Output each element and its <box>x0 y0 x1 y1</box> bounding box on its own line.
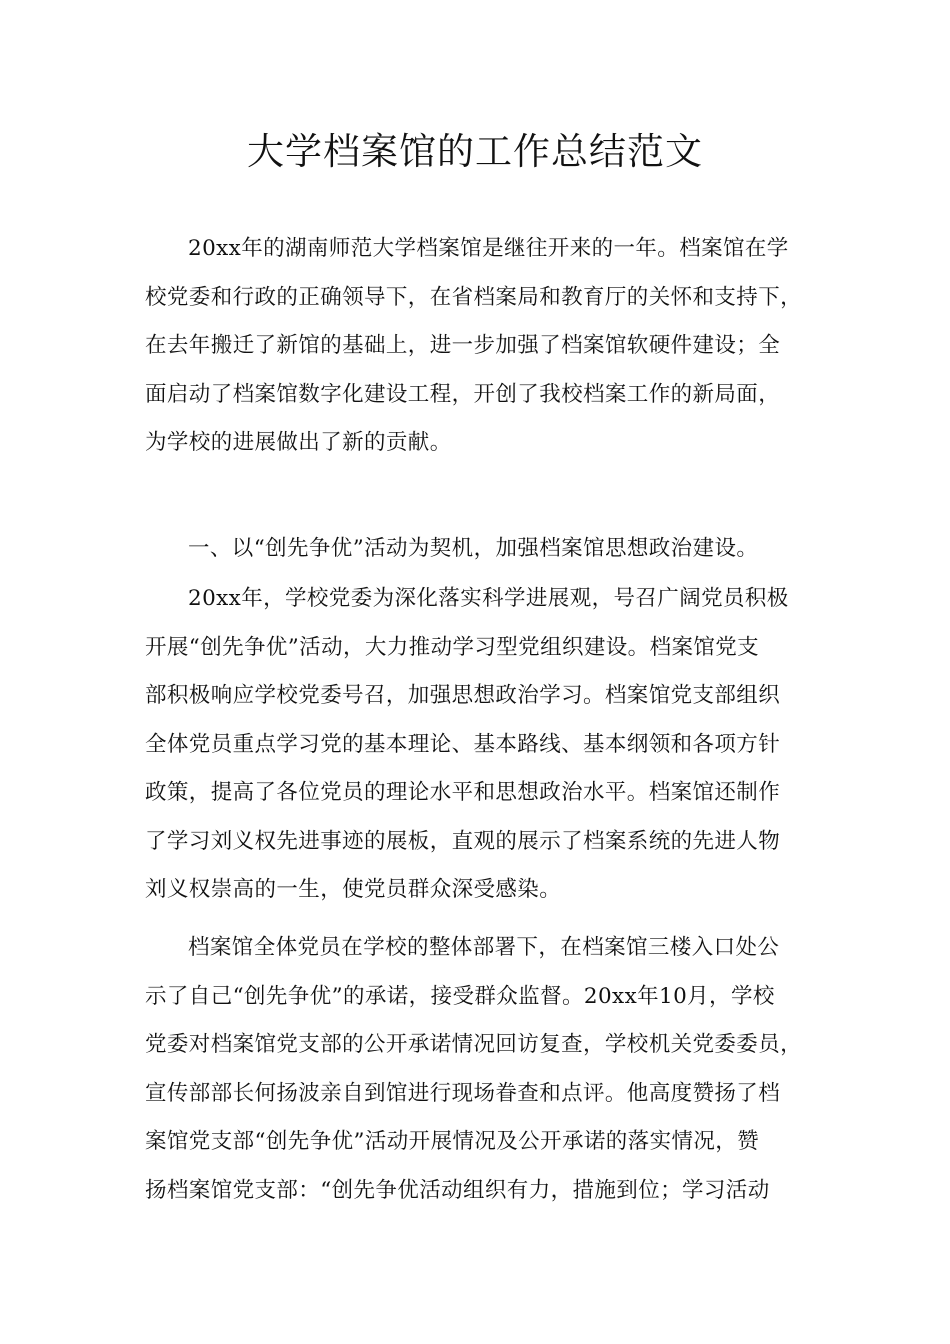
paragraph-line: 20xx年的湖南师范大学档案馆是继往开来的一年。档案馆在学 <box>188 236 789 261</box>
paragraph-line: 刘义权崇高的一生，使党员群众深受感染。 <box>145 877 562 902</box>
paragraph-line: 政策，提高了各位党员的理论水平和思想政治水平。档案馆还制作 <box>145 780 781 805</box>
paragraph-line: 扬档案馆党支部：“创先争优活动组织有力，措施到位；学习活动 <box>145 1177 770 1203</box>
paragraph-line: 全体党员重点学习党的基本理论、基本路线、基本纲领和各项方针 <box>145 731 781 757</box>
paragraph-line: 开展“创先争优”活动，大力推动学习型党组织建设。档案馆党支 <box>145 634 760 660</box>
paragraph-line: 在去年搬迁了新馆的基础上，进一步加强了档案馆软硬件建设；全 <box>145 333 781 358</box>
paragraph-line: 案馆党支部“创先争优”活动开展情况及公开承诺的落实情况，赞 <box>145 1129 760 1154</box>
paragraph-line: 党委对档案馆党支部的公开承诺情况回访复查，学校机关党委委员， <box>145 1032 803 1057</box>
paragraph-line: 为学校的进展做出了新的贡献。 <box>145 430 452 455</box>
paragraph-body-1 <box>145 575 817 915</box>
paragraph-line: 面启动了档案馆数字化建设工程，开创了我校档案工作的新局面， <box>145 381 781 407</box>
section-heading <box>145 525 817 574</box>
paragraph-line: 20xx年，学校党委为深化落实科学进展观，号召广阔党员积极 <box>188 586 789 611</box>
paragraph-body-2 <box>145 924 817 1215</box>
paragraph-intro <box>145 225 817 468</box>
paragraph-line: 了学习刘义权先进事迹的展板，直观的展示了档案系统的先进人物 <box>145 828 781 854</box>
paragraph-line: 校党委和行政的正确领导下，在省档案局和教育厅的关怀和支持下， <box>145 284 803 310</box>
paragraph-line: 示了自己“创先争优”的承诺，接受群众监督。20xx年10月，学校 <box>145 983 775 1009</box>
document-title: 大学档案馆的工作总结范文 <box>247 130 703 173</box>
paragraph-line: 部积极响应学校党委号召，加强思想政治学习。档案馆党支部组织 <box>145 683 781 708</box>
section-heading-text: 一、以“创先争优”活动为契机，加强档案馆思想政治建设。 <box>188 536 759 561</box>
paragraph-line: 宣传部部长何扬波亲自到馆进行现场眷查和点评。他高度赞扬了档 <box>145 1080 781 1106</box>
paragraph-line: 档案馆全体党员在学校的整体部署下，在档案馆三楼入口处公 <box>188 935 780 960</box>
